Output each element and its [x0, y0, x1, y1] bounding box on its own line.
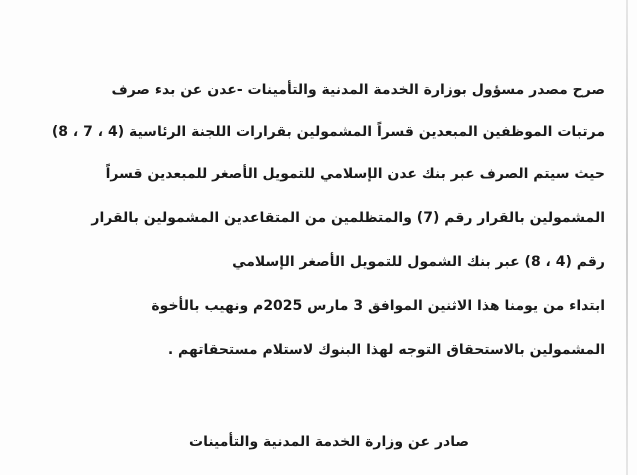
paragraph-line-1: صرح مصدر مسؤول بوزارة الخدمة المدنية والتأمينات -عدن عن بدء صرف [111, 82, 605, 98]
paragraph-line-3: حيث سيتم الصرف عبر بنك عدن الإسلامي للتمويل الأصغر للمبعدين قسراً [105, 166, 605, 182]
scan-edge-line [626, 0, 628, 475]
paragraph-line-4: المشمولين بالقرار رقم (7) والمتظلمين من المتقاعدين المشمولين بالقرار [91, 210, 605, 226]
paragraph-line-7: المشمولين بالاستحقاق التوجه لهذا البنوك لاستلام مستحقاتهم . [167, 342, 605, 358]
paragraph-line-6: ابتداء من يومنا هذا الاثنين الموافق 3 مارس 2025م ونهيب بالأخوة [151, 298, 605, 314]
paragraph-line-5: رقم (4 ، 8) عبر بنك الشمول للتمويل الأصغر الإسلامي [232, 254, 605, 270]
paragraph-line-2: مرتبات الموظفين المبعدين قسراً المشمولين بقرارات اللجنة الرئاسية (4 ، 7 ، 8) [51, 124, 605, 140]
signature-line: صادر عن وزارة الخدمة المدنية والتأمينات [189, 434, 469, 450]
